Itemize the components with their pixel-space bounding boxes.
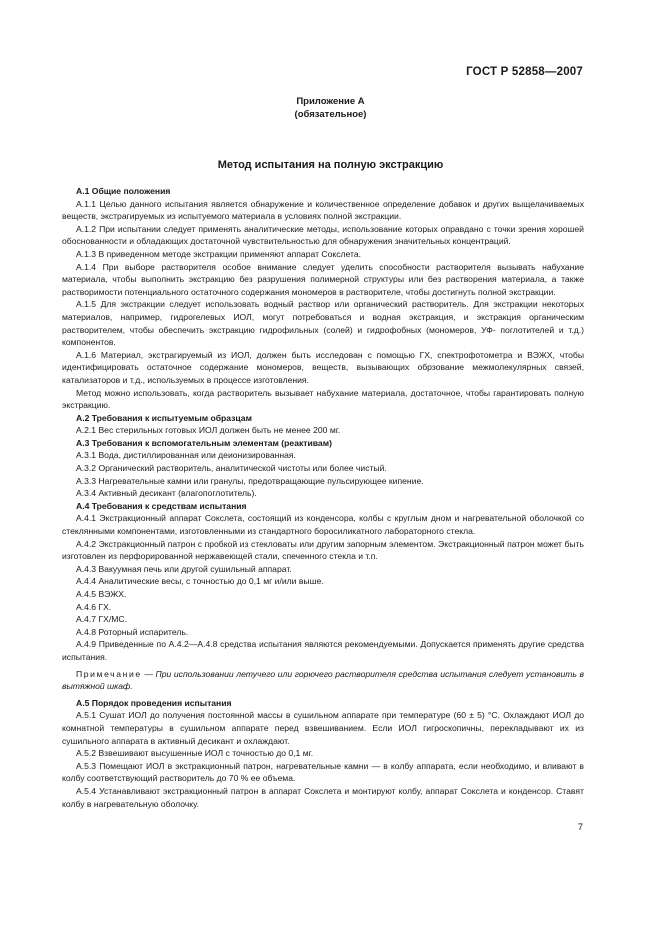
section-heading: А.3 Требования к вспомогательным элементам (реактивам) <box>76 437 332 448</box>
body-paragraph: А.4.8 Роторный испаритель. <box>76 626 189 637</box>
document-id: ГОСТ Р 52858—2007 <box>466 66 583 78</box>
body-paragraph: А.1.2 При испытании следует применять аналитические методы, использование которых оправдано с точки зрения хорошей обоснованности и обладающих достаточной чувствительностью для обнаружения значительных концентраций. <box>62 223 584 247</box>
note-text: При использовании летучего или горючего растворителя средства испытания следует установить в вытяжной шкаф. <box>62 668 584 692</box>
section-title: Метод испытания на полную экстракцию <box>217 159 444 171</box>
body-paragraph: А.3.1 Вода, дистиллированная или деионизированная. <box>76 450 296 461</box>
body-paragraph: А.5.3 Помещают ИОЛ в экстракционный патрон, нагревательные камни — в колбу аппарата, если необходимо, и вливают в колбу соответствующий растворитель до 70 % ее объема. <box>62 760 584 784</box>
body-paragraph: А.3.2 Органический растворитель, аналитической чистоты или более чистый. <box>76 463 387 474</box>
note-paragraph: Примечание — При использовании летучего или горючего растворителя средства испытания следует установить в вытяжной шкаф. <box>62 668 584 692</box>
body-paragraph: А.4.5 ВЭЖХ. <box>76 589 127 599</box>
body-paragraph: А.3.4 Активный десикант (влагопоглотитель). <box>76 488 257 499</box>
body-paragraph: А.1.5 Для экстракции следует использовать водный раствор или органический растворитель. Для экстракции некоторых материалов, например, гидрогелевых ИОЛ, могут потребоваться и водная экстракция, и экстракция органическим растворителем, чтобы обеспечить экстракцию гидрофильных (солей) и гидрофобных (мономеров, УФ- поглотителей и т.д.) компонентов. <box>62 299 584 348</box>
body-paragraph: А.1.4 При выборе растворителя особое внимание следует уделить способности растворителя вызывать набухание материала, чтобы выполнить экстракцию без разрушения полимерной структуры или без растворения материала, а также растворимости потенциального остаточного содержания мономеров в растворителе, чтобы достигнуть полной экстракции. <box>62 261 584 297</box>
body-paragraph: А.4.4 Аналитические весы, с точностью до 0,1 мг и/или выше. <box>76 576 324 587</box>
body-paragraph: А.4.1 Экстракционный аппарат Сокслета, состоящий из конденсора, колбы с круглым дном и нагревательной оболочкой со стеклянными компонентами, изготовленными из стандартного боросиликатного лабораторного стекла. <box>62 513 584 537</box>
document-body <box>62 185 584 810</box>
section-heading: А.5 Порядок проведения испытания <box>76 697 232 708</box>
body-paragraph: А.4.9 Приведенные по А.4.2—А.4.8 средства испытания являются рекомендуемыми. Допускается применять другие средства испытания. <box>62 639 584 662</box>
body-paragraph: А.5.1 Сушат ИОЛ до получения постоянной массы в сушильном аппарате при температуре (60 ± 5) °С. Охлаждают ИОЛ до комнатной температуры в сушильном аппарате перед взвешиванием. Если ИОЛ гигроскопичны, перекладывают их из сушильного аппарата в активный десикант и охлаждают. <box>62 710 584 746</box>
appendix-status: (обязательное) <box>294 109 367 120</box>
section-heading: А.1 Общие положения <box>76 186 171 196</box>
body-paragraph: А.1.3 В приведенном методе экстракции применяют аппарат Сокслета. <box>76 248 362 259</box>
body-paragraph: А.1.6 Материал, экстрагируемый из ИОЛ, должен быть исследован с помощью ГХ, спектрофотометра и ВЭЖХ, чтобы идентифицировать остаточное содержание мономеров, веществ, вызывающих обрзование межмолекулярных связей, катализаторов и т.д., используемых в процессе изготовления. <box>62 349 584 385</box>
body-paragraph: А.2.1 Вес стерильных готовых ИОЛ должен быть не менее 200 мг. <box>76 425 341 436</box>
body-paragraph: А.1.1 Целью данного испытания является обнаружение и количественное определение добавок и других выщелачиваемых веществ, экстрагируемых из испытуемого материала в условиях полной экстракции. <box>62 198 584 222</box>
body-paragraph: А.3.3 Нагревательные камни или гранулы, предотвращающие пульсирующее кипение. <box>76 475 424 486</box>
section-heading: А.4 Требования к средствам испытания <box>76 500 247 511</box>
body-paragraph: А.5.2 Взвешивают высушенные ИОЛ с точностью до 0,1 мг. <box>76 748 314 759</box>
body-paragraph: А.4.2 Экстракционный патрон с пробкой из стекловаты или другим запорным элементом. Экстракционный патрон может быть изготовлен из перфорированной нержавеющей стали, спеченного стекла и т.п. <box>62 538 584 562</box>
note-lead: Примечание <box>76 668 142 679</box>
body-paragraph: Метод можно использовать, когда растворитель вызывает набухание материала, достаточное, чтобы гарантировать полную экстракцию. <box>62 387 584 411</box>
body-paragraph: А.4.7 ГХ/МС. <box>76 614 127 625</box>
body-paragraph: А.4.6 ГХ. <box>76 601 112 612</box>
body-paragraph: А.4.3 Вакуумная печь или другой сушильный аппарат. <box>76 563 292 574</box>
section-heading: А.2 Требования к испытуемым образцам <box>76 412 252 423</box>
appendix-label: Приложение А <box>296 96 365 107</box>
body-paragraph: А.5.4 Устанавливают экстракционный патрон в аппарат Сокслета и монтируют колбу, аппарат Сокслета и конденсор. Ставят колбу в нагревательную оболочку. <box>62 785 584 809</box>
page-number: 7 <box>577 822 583 833</box>
